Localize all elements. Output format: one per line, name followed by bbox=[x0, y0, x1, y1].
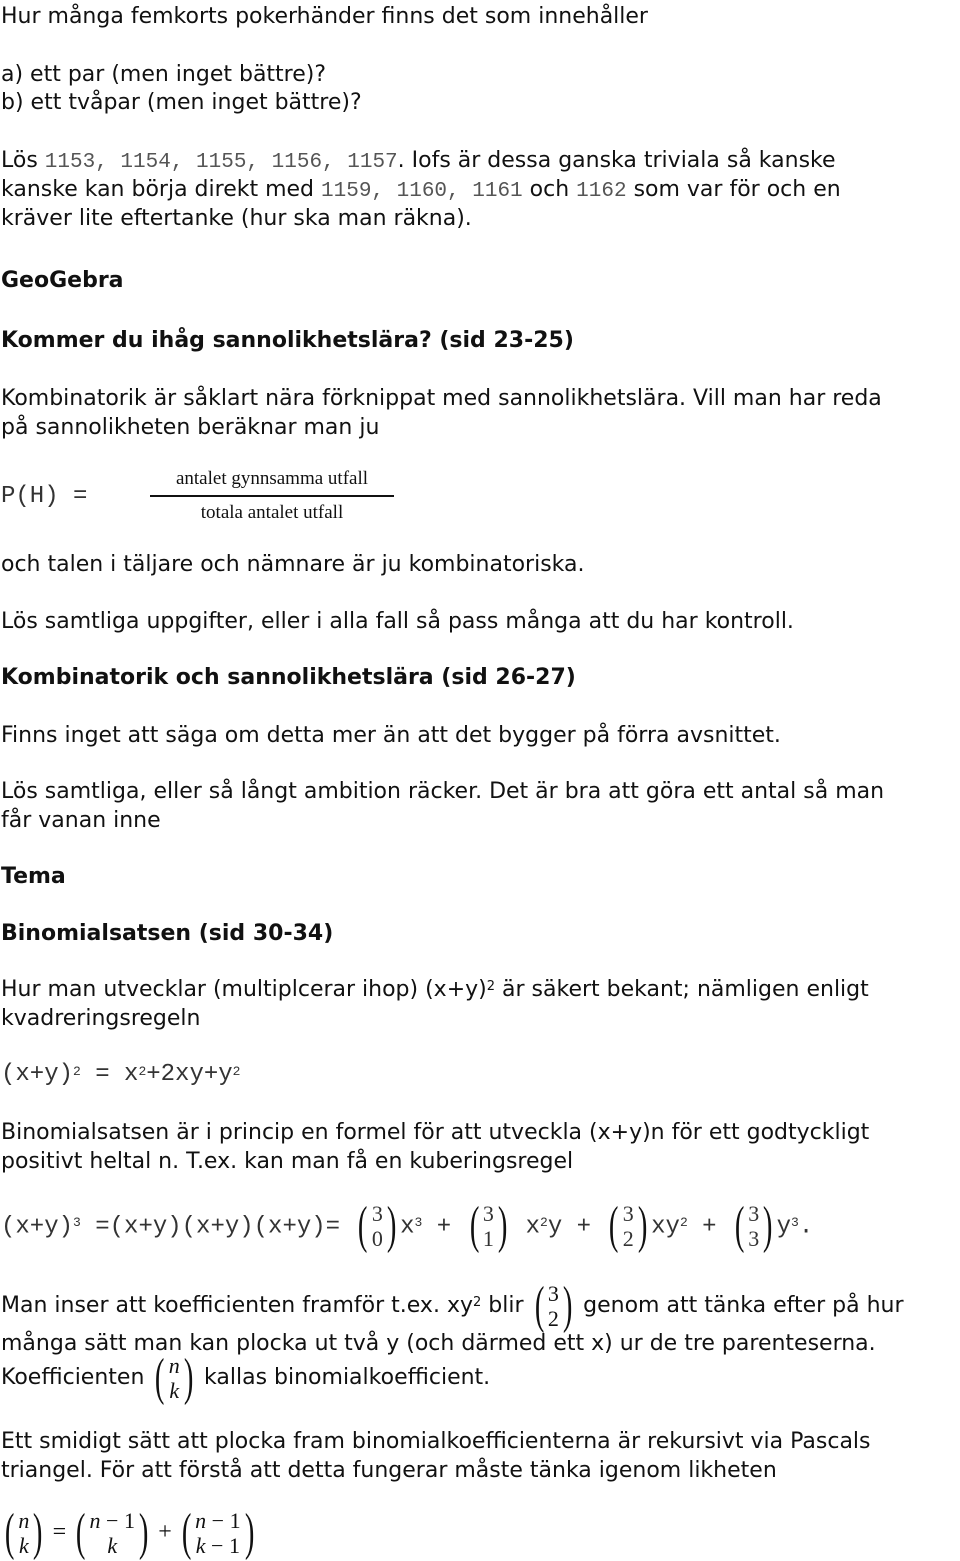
binom-3-2-inline: ( 3 2 ) bbox=[534, 1277, 573, 1334]
binom-3-3: ( 3 3 ) bbox=[734, 1197, 773, 1254]
binomial-para-2a: Binomialsatsen är i princip en formel för att utveckla (x+y)n för ett godtyckligt bbox=[1, 1120, 870, 1145]
fraction-numerator: antalet gynnsamma utfall bbox=[150, 468, 394, 497]
binomial-para-4b: triangel. För att förstå att detta fungerar måste tänka igenom likheten bbox=[1, 1458, 777, 1483]
geogebra-heading: GeoGebra bbox=[1, 268, 124, 293]
binomial-para-3c: Koefficienten ( n k ) kallas binomialkoefficient. bbox=[1, 1349, 491, 1406]
intro-question: Hur många femkorts pokerhänder finns det som innehåller bbox=[1, 4, 648, 29]
binomial-heading: Binomialsatsen (sid 30-34) bbox=[1, 921, 334, 946]
binom-n-1-k: ( n − 1 k ) bbox=[76, 1504, 149, 1561]
exercises-line-2: kanske kan börja direkt med 1159, 1160, 1161 och 1162 som var för och en bbox=[1, 177, 841, 203]
kombinatorik-para-2b: får vanan inne bbox=[1, 808, 161, 833]
tema-heading: Tema bbox=[1, 864, 66, 889]
binom-3-0: ( 3 0 ) bbox=[358, 1197, 397, 1254]
binomial-para-4a: Ett smidigt sätt att plocka fram binomialkoefficienterna är rekursivt via Pascals bbox=[1, 1429, 871, 1454]
square-formula: $(x+y)^2 = x^2+2xy+y^2$ bbox=[1, 1061, 241, 1088]
binomial-para-3a: Man inser att koefficienten framför t.ex. $xy^2$ blir ( 3 2 ) genom att tänka efter på hur bbox=[1, 1277, 904, 1334]
sannolikhet-para-1b: på sannolikheten beräknar man ju bbox=[1, 415, 380, 440]
binom-3-2: ( 3 2 ) bbox=[609, 1197, 648, 1254]
sannolikhet-para-3: Lös samtliga uppgifter, eller i alla fall så pass många att du har kontroll. bbox=[1, 609, 794, 634]
binomial-para-2b: positivt heltal n. T.ex. kan man få en kuberingsregel bbox=[1, 1149, 574, 1174]
binomial-para-1b: kvadreringsregeln bbox=[1, 1006, 201, 1031]
binom-n-k: ( n k ) bbox=[155, 1349, 194, 1406]
kombinatorik-heading: Kombinatorik och sannolikhetslära (sid 26-27) bbox=[1, 665, 576, 690]
exercises-line-3: kräver lite eftertanke (hur ska man räkna). bbox=[1, 206, 472, 231]
intro-part-b: b) ett tvåpar (men inget bättre)? bbox=[1, 90, 362, 115]
formula-lhs: P(H) = bbox=[1, 483, 88, 510]
binomial-para-3b: många sätt man kan plocka ut två y (och därmed ett x) ur de tre parenteserna. bbox=[1, 1331, 876, 1356]
binomial-para-1a: Hur man utvecklar (multiplcerar ihop) $(x+y)^2$ är säkert bekant; nämligen enligt bbox=[1, 977, 869, 1002]
exercise-number-1162: 1162 bbox=[576, 180, 627, 203]
exercise-numbers: 1153, 1154, 1155, 1156, 1157 bbox=[44, 151, 398, 174]
sannolikhet-heading: Kommer du ihåg sannolikhetslära? (sid 23-25) bbox=[1, 328, 574, 353]
intro-part-a: a) ett par (men inget bättre)? bbox=[1, 62, 327, 87]
binom-n-1-k-1: ( n − 1 k − 1 ) bbox=[181, 1504, 255, 1561]
pascal-identity: ( n k ) = ( n − 1 k ) + ( n − 1 k − 1 ) bbox=[1, 1503, 258, 1561]
cube-formula: $(x+y)^3 =(x+y)(x+y)(x+y)=$ ( 3 0 ) $x^3$ + ( 3 1 ) $x^2y$ + ( 3 2 ) $xy^2$ + ( 3 3 ) $y^3$. bbox=[1, 1197, 814, 1254]
binom-3-1: ( 3 1 ) bbox=[469, 1197, 508, 1254]
sannolikhet-para-2: och talen i täljare och nämnare är ju kombinatoriska. bbox=[1, 552, 585, 577]
fraction-denominator: totala antalet utfall bbox=[200, 502, 344, 523]
kombinatorik-para-1: Finns inget att säga om detta mer än att det bygger på förra avsnittet. bbox=[1, 723, 781, 748]
probability-fraction bbox=[150, 468, 394, 524]
exercises-line-1: Lös 1153, 1154, 1155, 1156, 1157. Iofs är dessa ganska triviala så kanske bbox=[1, 148, 836, 174]
exercise-numbers-2: 1159, 1160, 1161 bbox=[321, 180, 523, 203]
sannolikhet-para-1a: Kombinatorik är såklart nära förknippat med sannolikhetslära. Vill man har reda bbox=[1, 386, 882, 411]
kombinatorik-para-2a: Lös samtliga, eller så långt ambition räcker. Det är bra att göra ett antal så man bbox=[1, 779, 885, 804]
binom-n-k-lhs: ( n k ) bbox=[4, 1504, 43, 1561]
